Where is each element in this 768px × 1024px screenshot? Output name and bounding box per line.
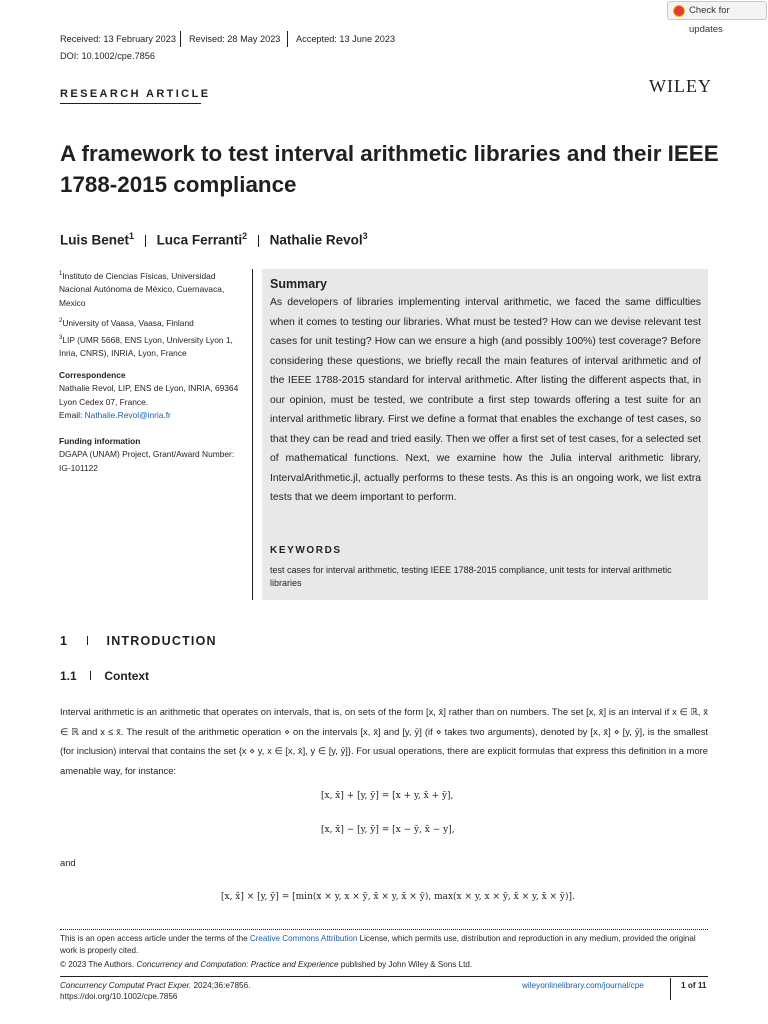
author-name: Luis Benet xyxy=(60,232,130,248)
affiliation-number: 1 xyxy=(59,271,63,277)
license-text: This is an open access article under the terms of the xyxy=(60,934,250,943)
abstract-box xyxy=(262,269,708,600)
affiliation xyxy=(59,315,244,330)
email-link[interactable]: Nathalie.Revol@inria.fr xyxy=(84,410,171,421)
author-divider xyxy=(145,235,146,247)
article-type: RESEARCH ARTICLE xyxy=(60,88,211,100)
license-link[interactable]: Creative Commons Attribution xyxy=(249,934,358,943)
section-heading xyxy=(60,634,217,648)
publisher-logo: WILEY xyxy=(649,76,712,96)
license-note xyxy=(60,933,710,957)
heading-divider xyxy=(90,671,91,680)
keywords-heading: KEYWORDS xyxy=(270,545,342,556)
citation-volume: 2024;36:e7856. xyxy=(191,981,251,990)
footnote-divider xyxy=(60,929,708,930)
journal-name: Concurrency and Computation: Practice and Experience xyxy=(136,960,339,969)
correspondence-address: Nathalie Revol, LIP, ENS de Lyon, INRIA, 69364 Lyon Cedex 07, France. xyxy=(59,383,239,407)
doi-url[interactable]: https://doi.org/10.1002/cpe.7856 xyxy=(60,992,178,1001)
funding-heading: Funding information xyxy=(59,436,141,446)
page-divider xyxy=(670,978,671,1000)
section-number: 1 xyxy=(60,634,69,648)
received-date: Received: 13 February 2023 xyxy=(60,34,176,44)
email-label: Email: xyxy=(59,410,85,421)
body-paragraph: Interval arithmetic is an arithmetic that operates on intervals, that is, on sets of the form [x, x̄] rather than on numbers. The set [x, x̄] is an interval if x ∈ ℝ, x̄ ∈ ℝ and x ≤ x̄. The result of the arithmetic operation ⋄ on the intervals [x, x̄] and [y, ȳ] (if ⋄ takes two arguments), denoted by [x, x̄] ⋄ [y, ȳ], is the smallest (for inclusion) interval that contains the set {x ⋄ y, x ∈ [x, x̄], y ∈ [y, ȳ]}. For usual operations, there are explicit formulas that express this definition in a more amenable way, for instance: xyxy=(60,706,708,776)
check-for-updates-button[interactable] xyxy=(667,1,767,35)
accepted-date: Accepted: 13 June 2023 xyxy=(296,34,396,44)
equation-subtraction: [x, x̄] − [y, ȳ] = [x − ȳ, x̄ − y], xyxy=(321,825,455,835)
check-for-updates-label: Check for updates xyxy=(689,5,730,35)
revised-date: Revised: 28 May 2023 xyxy=(189,34,281,44)
copyright-text: © 2023 The Authors. xyxy=(60,960,137,969)
journal-url-link[interactable]: wileyonlinelibrary.com/journal/cpe xyxy=(522,981,644,990)
article-title: A framework to test interval arithmetic libraries and their IEEE 1788-2015 compliance xyxy=(60,141,719,197)
doi: DOI: 10.1002/cpe.7856 xyxy=(60,51,156,61)
affiliation-text: University of Vaasa, Vaasa, Finland xyxy=(62,317,194,328)
affiliation xyxy=(59,268,244,310)
section-title: INTRODUCTION xyxy=(106,634,217,648)
body-text-and: and xyxy=(60,857,76,868)
equation-addition: [x, x̄] + [y, ȳ] = [x + y, x̄ + ȳ], xyxy=(321,791,454,801)
bottom-divider xyxy=(60,976,708,977)
affiliation-text: Instituto de Ciencias Físicas, Universidad Nacional Autónoma de México, Cuernavaca, Mexico xyxy=(59,270,225,308)
sidebar-divider xyxy=(252,269,253,600)
affiliation-number: 2 xyxy=(59,318,63,325)
affiliations xyxy=(59,268,244,361)
citation-journal: Concurrency Computat Pract Exper. xyxy=(60,981,192,990)
affiliation-text: LIP (UMR 5668, ENS Lyon, University Lyon 1, Inria, CNRS), INRIA, Lyon, France xyxy=(59,335,233,359)
affiliation xyxy=(59,332,244,361)
page-number: 1 of 11 xyxy=(681,981,707,990)
keywords-text: test cases for interval arithmetic, testing IEEE 1788-2015 compliance, unit tests for interval arithmetic libraries xyxy=(270,565,672,588)
copyright-text: published by John Wiley & Sons Ltd. xyxy=(338,960,473,969)
summary-heading: Summary xyxy=(270,277,327,291)
summary-text: As developers of libraries implementing interval arithmetic, we faced the same difficulties when it comes to testing our libraries. What must be tested? How can we devise relevant test cases for unit testing? How can we ensure a high (and possibly 100%) test coverage? Before considering these questions, we briefly recall the main features of interval arithmetic and of the IEEE 1788-2015 standard for interval arithmetic. After listing the different aspects that, in our opinion, must be tested, we contribute a first step towards offering a test suite for an interval arithmetic library. First we define a format that enables the exchange of test cases, so that they can be read and tried easily. Then we offer a first set of test cases, for a selected set of mathematical functions. Next, we examine how the Julia interval arithmetic library, IntervalArithmetic.jl, actually performs to these tests. As this is an ongoing work, we list extra tests that we deem important to perform. xyxy=(270,297,701,503)
correspondence-heading: Correspondence xyxy=(59,370,126,380)
author-affiliation: 1 xyxy=(129,231,135,241)
header-divider xyxy=(287,31,288,47)
author-list xyxy=(60,227,368,250)
subsection-title: Context xyxy=(104,669,150,683)
article-type-underline xyxy=(60,103,201,104)
header-divider xyxy=(180,31,181,47)
author-affiliation: 3 xyxy=(362,231,368,241)
funding-text: DGAPA (UNAM) Project, Grant/Award Number: IG-101122 xyxy=(59,449,235,473)
author-affiliation: 2 xyxy=(242,231,248,241)
author-name: Luca Ferranti xyxy=(156,232,243,248)
crossmark-icon xyxy=(673,5,685,17)
license-text: License, which permits use, distribution and reproduction in any medium, provided the original work is properly cited. xyxy=(60,934,696,955)
author-divider xyxy=(258,235,259,247)
subsection-heading xyxy=(60,669,149,683)
affiliation-number: 3 xyxy=(59,335,63,342)
heading-divider xyxy=(87,636,88,645)
author-name: Nathalie Revol xyxy=(269,232,363,248)
subsection-number: 1.1 xyxy=(60,669,77,683)
correspondence xyxy=(59,369,244,423)
copyright-note xyxy=(60,959,710,971)
funding xyxy=(59,435,244,475)
citation xyxy=(60,980,250,991)
correspondence-email-line xyxy=(59,409,244,422)
equation-multiplication: [x, x̄] × [y, ȳ] = [min(x × y, x × ȳ, x̄ × y, x̄ × ȳ), max(x × y, x × ȳ, x̄ × y, x̄ × ȳ)]. xyxy=(221,892,575,902)
